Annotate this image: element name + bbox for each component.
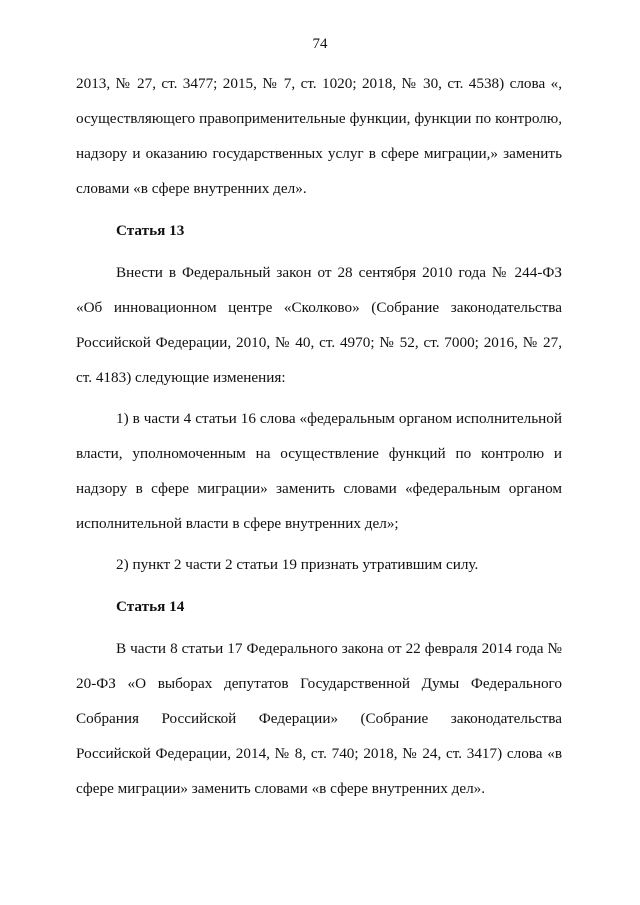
continued-paragraph: 2013, № 27, ст. 3477; 2015, № 7, ст. 1020; 2018, № 30, ст. 4538) слова «, осуществляющего правоприменительные функции, функции по контролю, надзору и оказанию государственных услуг в сфере миграции,» заменить словами «в сфере внутренних дел». <box>76 75 562 197</box>
article-14-text: В части 8 статьи 17 Федерального закона от 22 февраля 2014 года № 20-ФЗ «О выборах депутатов Государственной Думы Федерального Собрания Российской Федерации» (Собрание законодательства Российской Федерации, 2014, № 8, ст. 740; 2018, № 24, ст. 3417) слова «в сфере миграции» заменить словами «в сфере внутренних дел». <box>76 640 562 797</box>
article-13-item-1: 1) в части 4 статьи 16 слова «федеральным органом исполнительной власти, уполномоченным на осуществление функций по контролю и надзору в сфере миграции» заменить словами «федеральным органом исполнительной власти в сфере внутренних дел»; <box>76 410 562 532</box>
article-14-heading: Статья 14 <box>116 598 185 615</box>
page-number: 74 <box>312 36 328 52</box>
document-body <box>76 66 562 806</box>
article-13-heading: Статья 13 <box>116 222 185 239</box>
article-13-intro: Внести в Федеральный закон от 28 сентября 2010 года № 244-ФЗ «Об инновационном центре «Сколково» (Собрание законодательства Российской Федерации, 2010, № 40, ст. 4970; № 52, ст. 7000; 2016, № 27, ст. 4183) следующие изменения: <box>76 264 562 386</box>
article-13-item-2: 2) пункт 2 части 2 статьи 19 признать утратившим силу. <box>116 556 479 573</box>
